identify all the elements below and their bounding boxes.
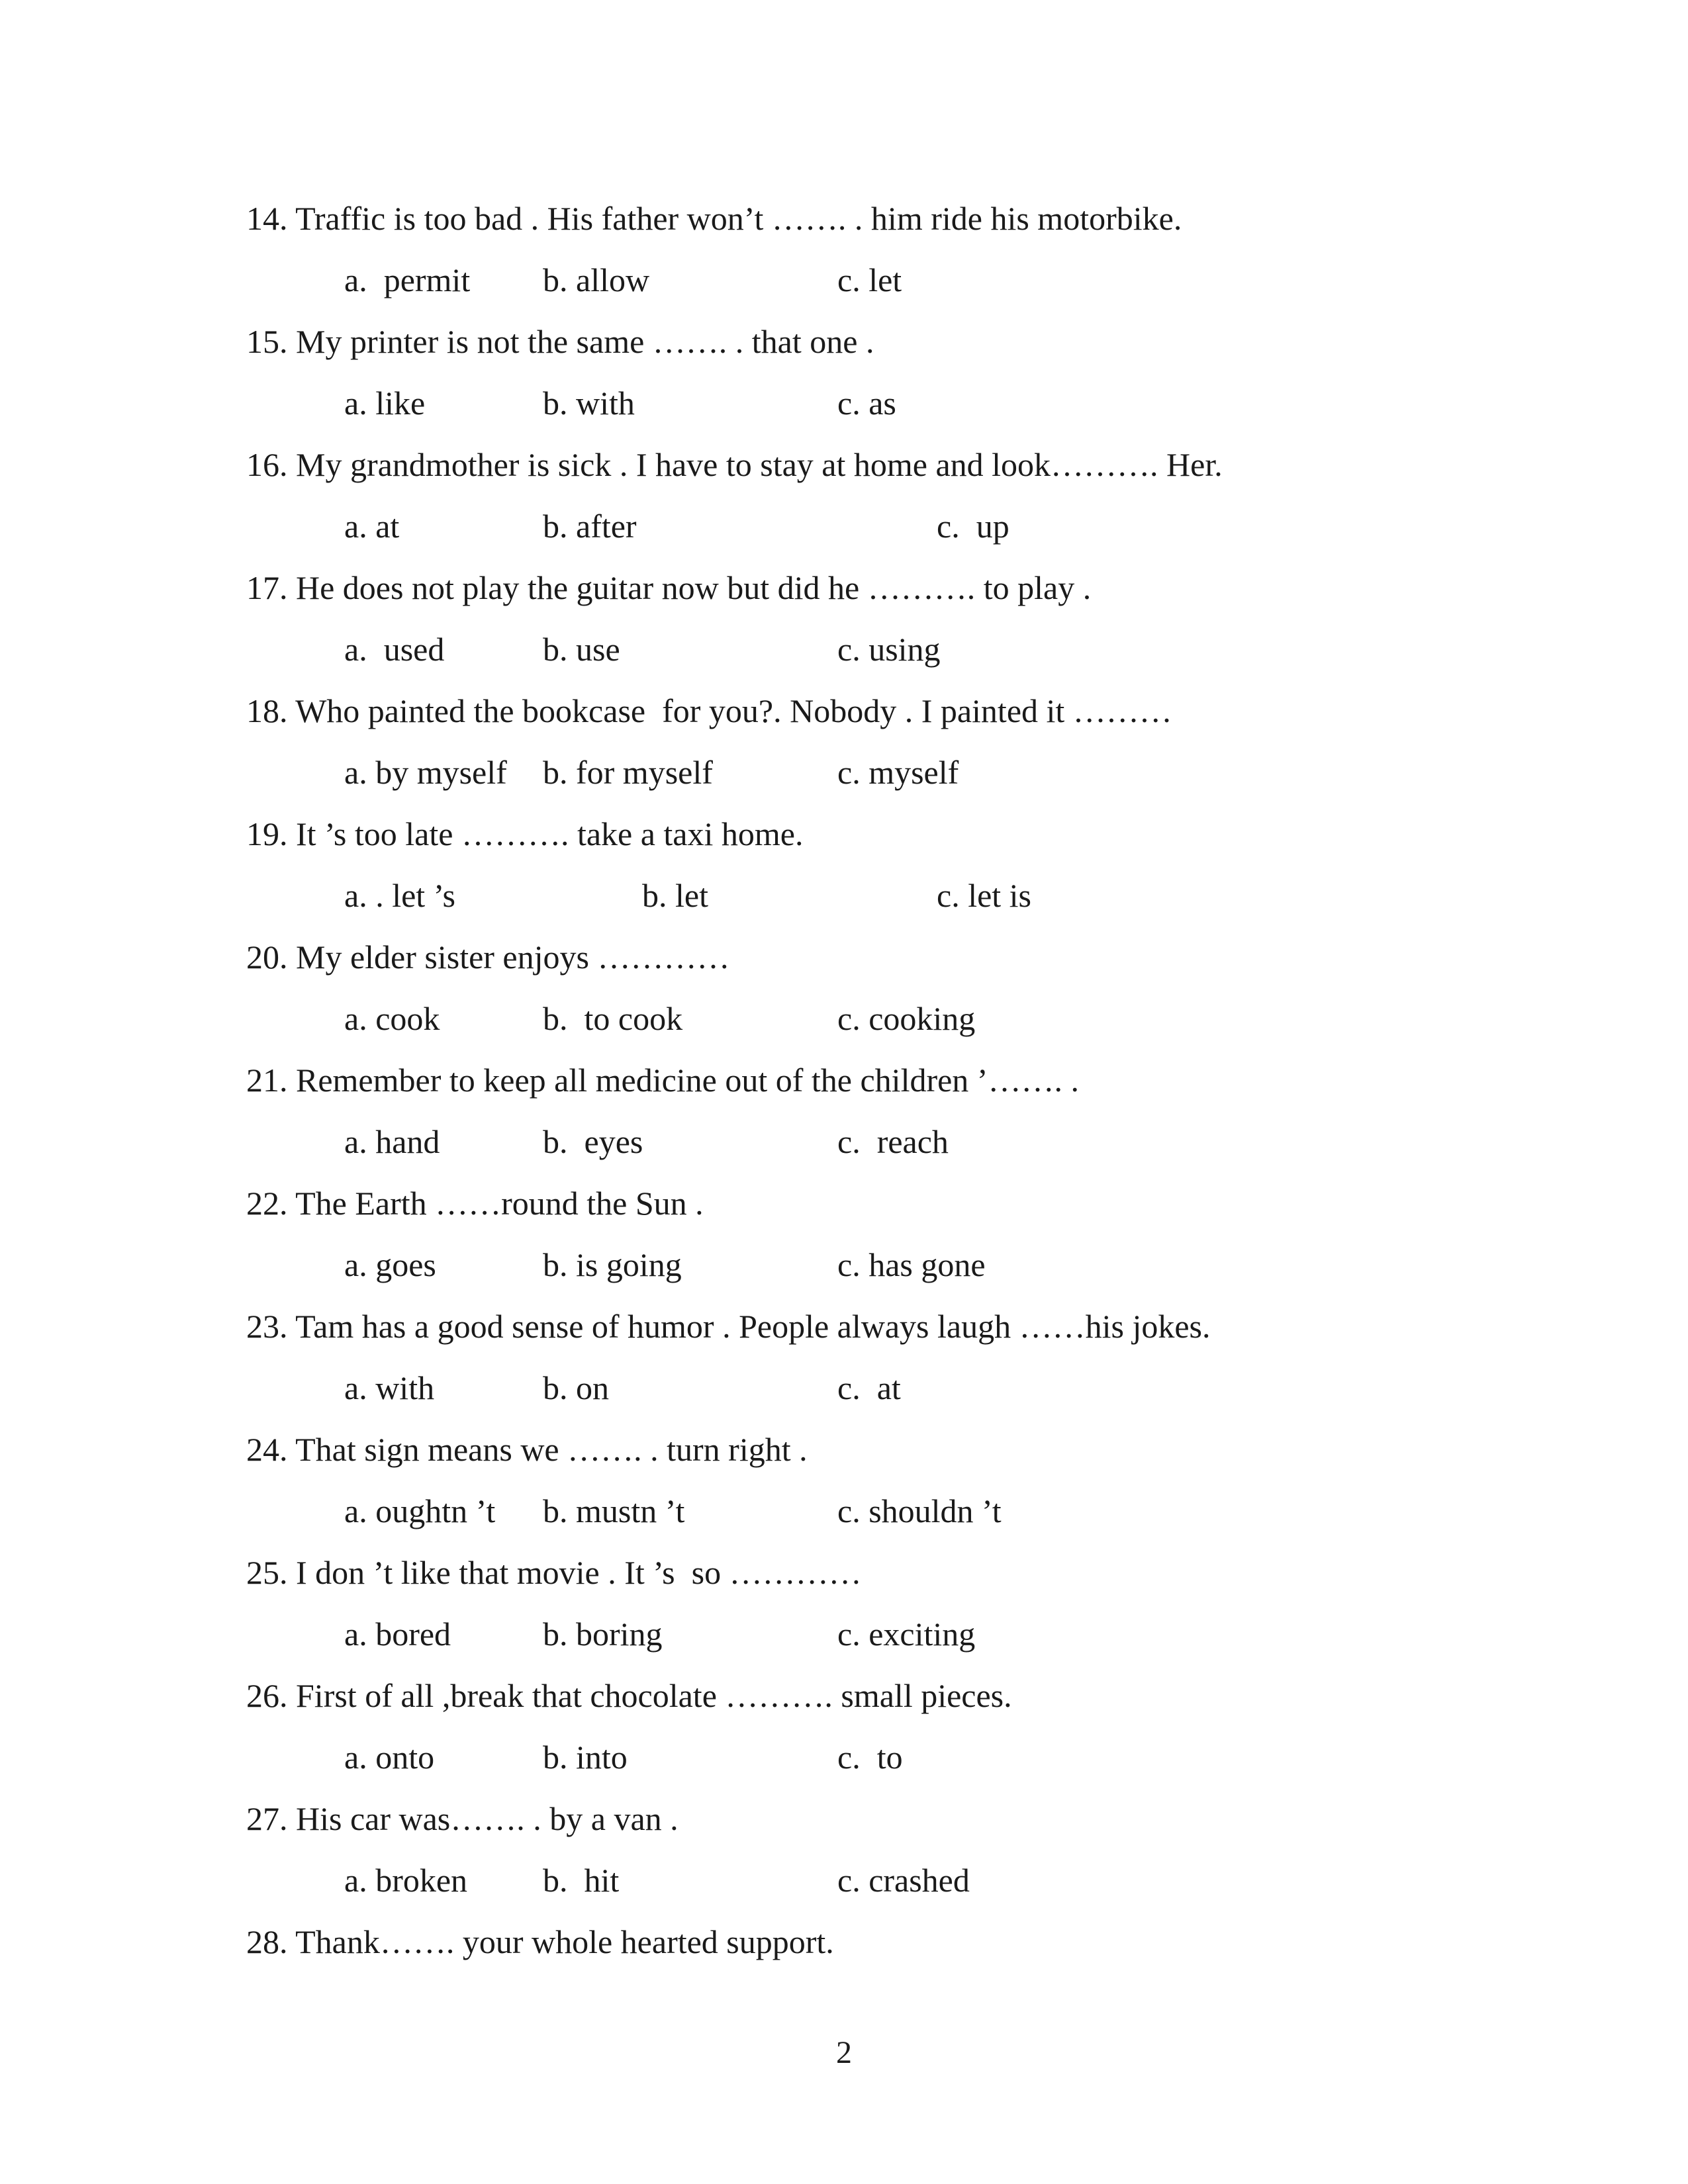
question-body: He does not play the guitar now but did he ………. to play . — [296, 569, 1092, 606]
question-body: The Earth ……round the Sun . — [295, 1185, 704, 1222]
answer-option: c. as — [837, 385, 896, 422]
answer-option: a. broken — [344, 1862, 468, 1899]
question-body: It ’s too late ………. take a taxi home. — [296, 815, 804, 852]
question-text — [246, 1060, 1079, 1100]
answer-option: c. using — [837, 631, 941, 668]
question-text — [246, 1430, 808, 1469]
question-number: 26. — [246, 1677, 288, 1714]
answer-option: b. hit — [543, 1862, 620, 1899]
question-number: 16. — [246, 446, 288, 483]
answer-option: b. boring — [543, 1615, 663, 1653]
question-number: 24. — [246, 1431, 288, 1468]
question-text — [246, 322, 874, 361]
answer-option: b. with — [543, 385, 635, 422]
answer-option: c. has gone — [837, 1246, 986, 1283]
answer-option: a. . let ’s — [344, 877, 456, 914]
question-body: That sign means we ……. . turn right . — [295, 1431, 808, 1468]
question-number: 22. — [246, 1185, 288, 1222]
answer-option: c. reach — [837, 1123, 949, 1160]
question-body: Who painted the bookcase for you?. Nobody . I painted it ……… — [295, 692, 1172, 729]
page-number: 2 — [836, 2035, 852, 2070]
question-number: 25. — [246, 1554, 288, 1591]
question-body: Traffic is too bad . His father won’t ……. . him ride his motorbike. — [295, 200, 1182, 237]
answer-option: a. oughtn ’t — [344, 1492, 496, 1529]
question-body: Thank……. your whole hearted support. — [295, 1923, 834, 1960]
question-number: 20. — [246, 938, 288, 976]
question-text — [246, 1799, 679, 1839]
answer-option: b. use — [543, 631, 620, 668]
question-body: Tam has a good sense of humor . People always laugh ……his jokes. — [295, 1308, 1211, 1345]
question-number: 18. — [246, 692, 288, 729]
answer-option: c. at — [837, 1369, 901, 1406]
answer-option: b. eyes — [543, 1123, 643, 1160]
answer-option: c. let is — [937, 877, 1032, 914]
answer-option: a. at — [344, 508, 400, 545]
question-body: Remember to keep all medicine out of the children ’……. . — [296, 1062, 1079, 1099]
answer-option: a. hand — [344, 1123, 440, 1160]
question-body: My printer is not the same ……. . that one . — [296, 323, 874, 360]
question-text — [246, 1183, 704, 1223]
question-text — [246, 199, 1182, 238]
answer-option: a. by myself — [344, 754, 507, 791]
answer-option: a. onto — [344, 1739, 435, 1776]
question-number: 23. — [246, 1308, 288, 1345]
question-text — [246, 1676, 1012, 1715]
answer-option: a. with — [344, 1369, 435, 1406]
answer-option: a. used — [344, 631, 445, 668]
answer-option: b. into — [543, 1739, 628, 1776]
answer-option: b. on — [543, 1369, 609, 1406]
question-number: 15. — [246, 323, 288, 360]
question-body: I don ’t like that movie . It ’s so ………… — [296, 1554, 862, 1591]
question-body: My elder sister enjoys ………… — [296, 938, 730, 976]
answer-option: c. exciting — [837, 1615, 976, 1653]
question-text — [246, 1922, 834, 1962]
answer-option: c. myself — [837, 754, 959, 791]
question-number: 28. — [246, 1923, 288, 1960]
question-number: 14. — [246, 200, 288, 237]
question-text — [246, 691, 1172, 731]
answer-option: c. crashed — [837, 1862, 970, 1899]
question-text — [246, 814, 803, 854]
question-number: 19. — [246, 815, 288, 852]
answer-option: a. bored — [344, 1615, 451, 1653]
question-number: 27. — [246, 1800, 288, 1837]
answer-option: c. to — [837, 1739, 903, 1776]
question-body: His car was……. . by a van . — [296, 1800, 679, 1837]
answer-option: a. like — [344, 385, 426, 422]
answer-option: c. cooking — [837, 1000, 976, 1037]
question-number: 21. — [246, 1062, 288, 1099]
question-text — [246, 937, 729, 977]
answer-option: c. let — [837, 261, 902, 298]
answer-option: a. cook — [344, 1000, 440, 1037]
answer-option: b. let — [642, 877, 708, 914]
question-text — [246, 445, 1223, 484]
answer-option: b. allow — [543, 261, 650, 298]
question-body: My grandmother is sick . I have to stay at home and look………. Her. — [296, 446, 1223, 483]
answer-option: c. up — [937, 508, 1009, 545]
answer-option: a. goes — [344, 1246, 436, 1283]
question-body: First of all ,break that chocolate ………. small pieces. — [296, 1677, 1012, 1714]
answer-option: c. shouldn ’t — [837, 1492, 1002, 1529]
answer-option: b. for myself — [543, 754, 713, 791]
question-text — [246, 1306, 1210, 1346]
answer-option: b. mustn ’t — [543, 1492, 685, 1529]
question-number: 17. — [246, 569, 288, 606]
question-text — [246, 568, 1091, 608]
answer-option: b. after — [543, 508, 637, 545]
question-text — [246, 1553, 862, 1592]
answer-option: b. to cook — [543, 1000, 683, 1037]
answer-option: a. permit — [344, 261, 471, 298]
answer-option: b. is going — [543, 1246, 682, 1283]
